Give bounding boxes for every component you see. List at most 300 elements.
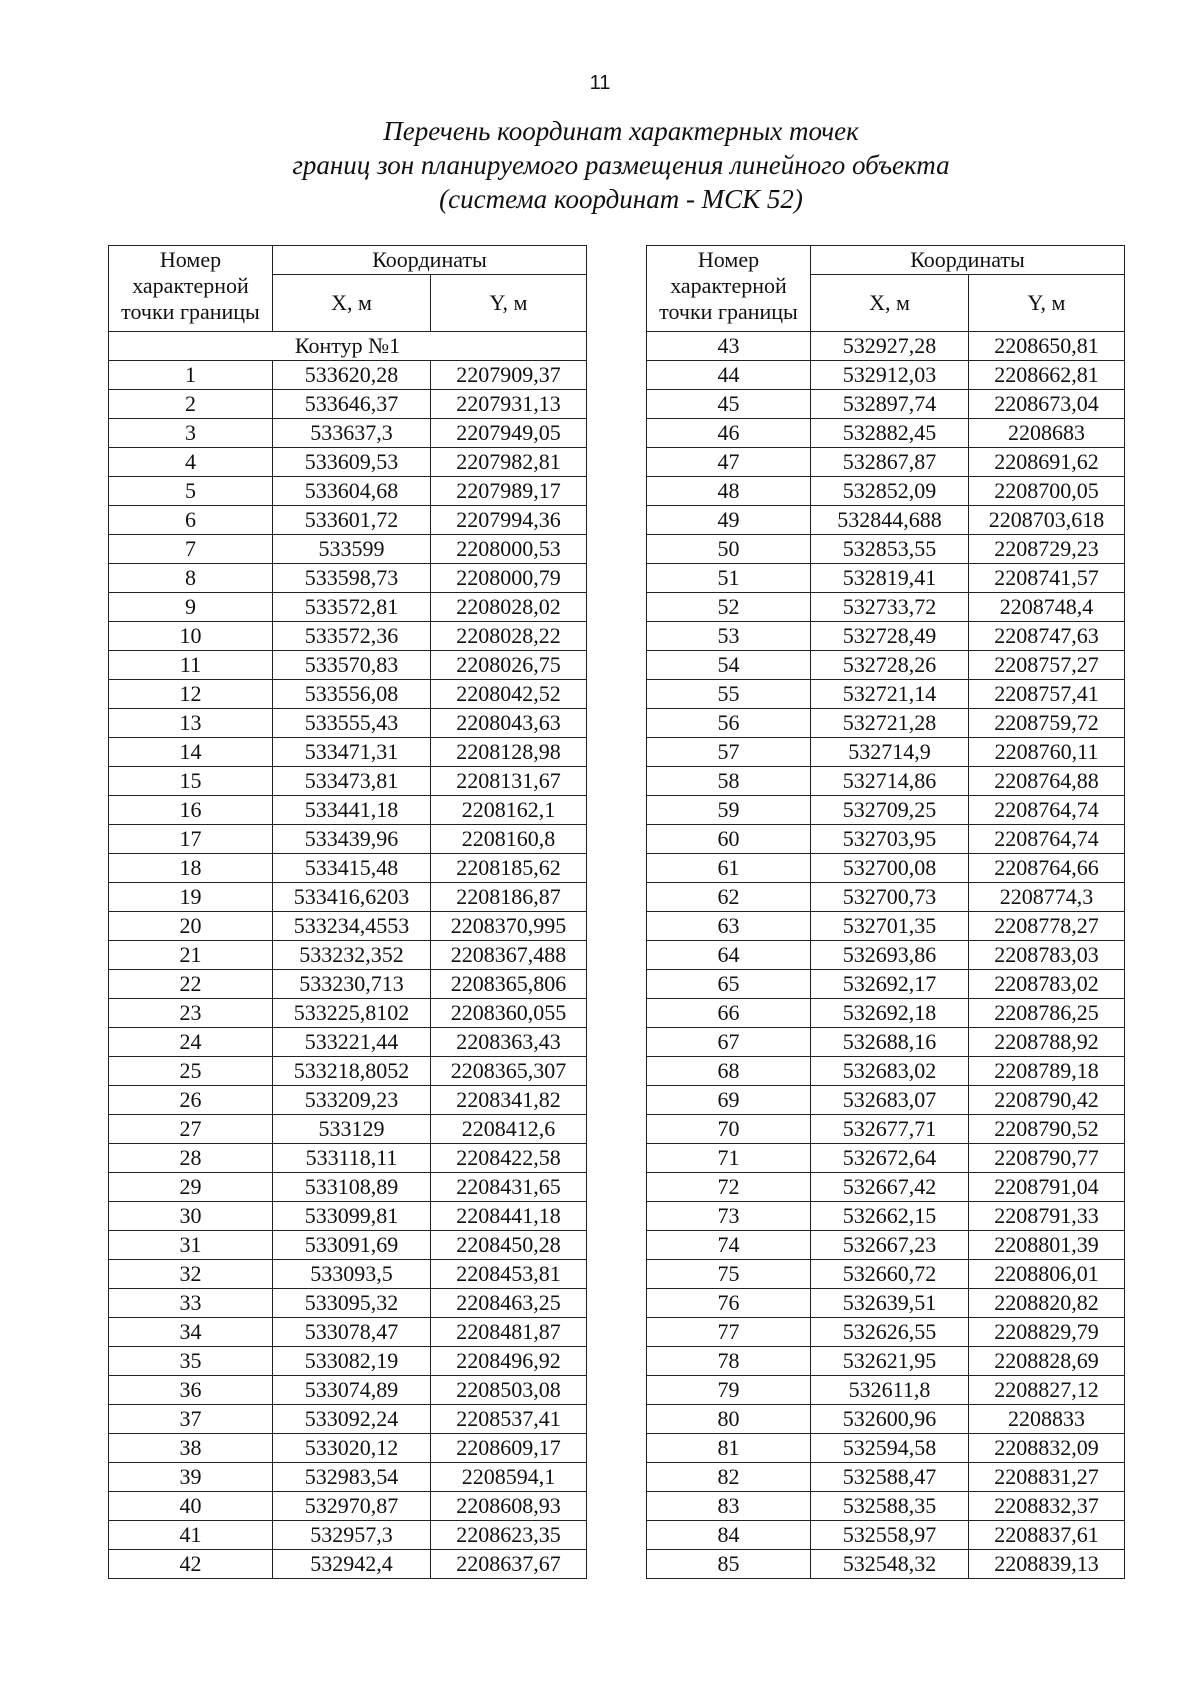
table-row <box>647 825 1125 854</box>
x-header: X, м <box>811 275 969 332</box>
point-number-cell: 66 <box>647 999 811 1028</box>
point-number-cell: 13 <box>109 709 273 738</box>
table-row <box>647 941 1125 970</box>
table-row <box>647 1405 1125 1434</box>
point-number-cell: 60 <box>647 825 811 854</box>
point-number-cell: 26 <box>109 1086 273 1115</box>
y-coordinate-cell: 2208128,98 <box>431 738 587 767</box>
point-number-cell: 2 <box>109 390 273 419</box>
x-coordinate-cell: 532621,95 <box>811 1347 969 1376</box>
y-coordinate-cell: 2208791,04 <box>969 1173 1125 1202</box>
table-row <box>647 999 1125 1028</box>
table-row <box>109 1550 587 1579</box>
table-row <box>647 1521 1125 1550</box>
y-coordinate-cell: 2208783,03 <box>969 941 1125 970</box>
y-coordinate-cell: 2208463,25 <box>431 1289 587 1318</box>
point-number-cell: 47 <box>647 448 811 477</box>
y-coordinate-cell: 2208412,6 <box>431 1115 587 1144</box>
point-number-cell: 18 <box>109 854 273 883</box>
x-coordinate-cell: 533471,31 <box>273 738 431 767</box>
point-number-cell: 27 <box>109 1115 273 1144</box>
point-number-cell: 8 <box>109 564 273 593</box>
table-row <box>647 622 1125 651</box>
y-coordinate-cell: 2208839,13 <box>969 1550 1125 1579</box>
table-row <box>109 390 587 419</box>
x-coordinate-cell: 533620,28 <box>273 361 431 390</box>
x-coordinate-cell: 533092,24 <box>273 1405 431 1434</box>
point-number-cell: 69 <box>647 1086 811 1115</box>
table-row <box>647 332 1125 361</box>
x-coordinate-cell: 532983,54 <box>273 1463 431 1492</box>
y-coordinate-cell: 2208453,81 <box>431 1260 587 1289</box>
x-coordinate-cell: 532683,07 <box>811 1086 969 1115</box>
y-coordinate-cell: 2207949,05 <box>431 419 587 448</box>
point-number-cell: 23 <box>109 999 273 1028</box>
x-coordinate-cell: 533091,69 <box>273 1231 431 1260</box>
table-row <box>109 1057 587 1086</box>
y-coordinate-cell: 2208764,74 <box>969 825 1125 854</box>
title-line: Перечень координат характерных точек <box>383 116 859 146</box>
y-coordinate-cell: 2207909,37 <box>431 361 587 390</box>
y-coordinate-cell: 2208365,307 <box>431 1057 587 1086</box>
point-number-cell: 55 <box>647 680 811 709</box>
y-coordinate-cell: 2208783,02 <box>969 970 1125 999</box>
point-number-cell: 14 <box>109 738 273 767</box>
x-coordinate-cell: 532692,17 <box>811 970 969 999</box>
table-row <box>109 1521 587 1550</box>
x-coordinate-cell: 532700,73 <box>811 883 969 912</box>
y-coordinate-cell: 2208026,75 <box>431 651 587 680</box>
table-row <box>109 912 587 941</box>
point-number-cell: 10 <box>109 622 273 651</box>
x-coordinate-cell: 533637,3 <box>273 419 431 448</box>
y-coordinate-cell: 2208609,17 <box>431 1434 587 1463</box>
x-coordinate-cell: 532558,97 <box>811 1521 969 1550</box>
point-number-cell: 54 <box>647 651 811 680</box>
y-coordinate-cell: 2208028,22 <box>431 622 587 651</box>
x-coordinate-cell: 532853,55 <box>811 535 969 564</box>
y-coordinate-cell: 2208042,52 <box>431 680 587 709</box>
page-number: 11 <box>589 72 611 94</box>
x-coordinate-cell: 532733,72 <box>811 593 969 622</box>
table-row <box>109 506 587 535</box>
y-coordinate-cell: 2207982,81 <box>431 448 587 477</box>
table-row <box>647 448 1125 477</box>
x-coordinate-cell: 533108,89 <box>273 1173 431 1202</box>
y-coordinate-cell: 2208185,62 <box>431 854 587 883</box>
point-number-cell: 52 <box>647 593 811 622</box>
y-coordinate-cell: 2208683 <box>969 419 1125 448</box>
x-coordinate-cell: 532600,96 <box>811 1405 969 1434</box>
x-coordinate-cell: 532667,23 <box>811 1231 969 1260</box>
x-coordinate-cell: 533570,83 <box>273 651 431 680</box>
x-coordinate-cell: 533118,11 <box>273 1144 431 1173</box>
point-number-cell: 31 <box>109 1231 273 1260</box>
x-coordinate-cell: 532660,72 <box>811 1260 969 1289</box>
table-row <box>647 738 1125 767</box>
table-row <box>109 1202 587 1231</box>
point-number-cell: 71 <box>647 1144 811 1173</box>
point-number-cell: 39 <box>109 1463 273 1492</box>
point-number-cell: 57 <box>647 738 811 767</box>
y-coordinate-cell: 2208162,1 <box>431 796 587 825</box>
table-row <box>647 854 1125 883</box>
point-number-cell: 6 <box>109 506 273 535</box>
table-row <box>109 709 587 738</box>
x-coordinate-cell: 532677,71 <box>811 1115 969 1144</box>
x-coordinate-cell: 533074,89 <box>273 1376 431 1405</box>
point-number-cell: 67 <box>647 1028 811 1057</box>
x-coordinate-cell: 532626,55 <box>811 1318 969 1347</box>
point-number-cell: 34 <box>109 1318 273 1347</box>
y-coordinate-cell: 2208801,39 <box>969 1231 1125 1260</box>
x-coordinate-cell: 533099,81 <box>273 1202 431 1231</box>
y-coordinate-cell: 2208833 <box>969 1405 1125 1434</box>
table-row <box>647 1376 1125 1405</box>
y-coordinate-cell: 2208791,33 <box>969 1202 1125 1231</box>
y-coordinate-cell: 2208832,37 <box>969 1492 1125 1521</box>
point-number-cell: 78 <box>647 1347 811 1376</box>
x-coordinate-cell: 533439,96 <box>273 825 431 854</box>
table-row <box>647 970 1125 999</box>
x-coordinate-cell: 533601,72 <box>273 506 431 535</box>
y-coordinate-cell: 2208363,43 <box>431 1028 587 1057</box>
table-row <box>647 477 1125 506</box>
x-coordinate-cell: 533234,4553 <box>273 912 431 941</box>
table-row <box>109 1144 587 1173</box>
x-coordinate-cell: 532714,9 <box>811 738 969 767</box>
y-coordinate-cell: 2208594,1 <box>431 1463 587 1492</box>
point-number-cell: 79 <box>647 1376 811 1405</box>
x-coordinate-cell: 532588,47 <box>811 1463 969 1492</box>
y-coordinate-cell: 2208043,63 <box>431 709 587 738</box>
point-number-cell: 41 <box>109 1521 273 1550</box>
point-number-cell: 37 <box>109 1405 273 1434</box>
y-coordinate-cell: 2208764,74 <box>969 796 1125 825</box>
point-number-cell: 63 <box>647 912 811 941</box>
point-number-cell: 61 <box>647 854 811 883</box>
table-row <box>647 1347 1125 1376</box>
point-number-cell: 46 <box>647 419 811 448</box>
y-coordinate-cell: 2208691,62 <box>969 448 1125 477</box>
point-number-cell: 30 <box>109 1202 273 1231</box>
point-number-cell: 16 <box>109 796 273 825</box>
y-coordinate-cell: 2208131,67 <box>431 767 587 796</box>
table-row <box>647 419 1125 448</box>
x-coordinate-cell: 533225,8102 <box>273 999 431 1028</box>
x-coordinate-cell: 532714,86 <box>811 767 969 796</box>
x-coordinate-cell: 532639,51 <box>811 1289 969 1318</box>
table-row <box>647 535 1125 564</box>
contour-section-header: Контур №1 <box>109 332 587 361</box>
x-coordinate-cell: 532882,45 <box>811 419 969 448</box>
table-row <box>109 477 587 506</box>
y-coordinate-cell: 2208650,81 <box>969 332 1125 361</box>
table-row <box>109 767 587 796</box>
table-row <box>109 941 587 970</box>
point-number-cell: 75 <box>647 1260 811 1289</box>
x-coordinate-cell: 533093,5 <box>273 1260 431 1289</box>
y-coordinate-cell: 2208790,77 <box>969 1144 1125 1173</box>
point-number-cell: 49 <box>647 506 811 535</box>
x-coordinate-cell: 533604,68 <box>273 477 431 506</box>
table-row <box>647 883 1125 912</box>
y-coordinate-cell: 2208764,66 <box>969 854 1125 883</box>
y-coordinate-cell: 2208757,27 <box>969 651 1125 680</box>
x-coordinate-cell: 532683,02 <box>811 1057 969 1086</box>
table-row <box>647 593 1125 622</box>
point-number-cell: 59 <box>647 796 811 825</box>
y-coordinate-cell: 2208365,806 <box>431 970 587 999</box>
y-coordinate-cell: 2208747,63 <box>969 622 1125 651</box>
point-number-cell: 58 <box>647 767 811 796</box>
x-coordinate-cell: 533082,19 <box>273 1347 431 1376</box>
x-coordinate-cell: 532728,49 <box>811 622 969 651</box>
table-row <box>109 883 587 912</box>
y-coordinate-cell: 2208000,53 <box>431 535 587 564</box>
x-coordinate-cell: 533218,8052 <box>273 1057 431 1086</box>
table-row <box>647 1463 1125 1492</box>
y-coordinate-cell: 2208360,055 <box>431 999 587 1028</box>
point-number-cell: 43 <box>647 332 811 361</box>
x-coordinate-cell: 532728,26 <box>811 651 969 680</box>
table-row <box>109 1405 587 1434</box>
x-coordinate-cell: 532703,95 <box>811 825 969 854</box>
x-coordinate-cell: 532721,14 <box>811 680 969 709</box>
point-number-cell: 44 <box>647 361 811 390</box>
table-row <box>647 680 1125 709</box>
y-coordinate-cell: 2208186,87 <box>431 883 587 912</box>
x-coordinate-cell: 532588,35 <box>811 1492 969 1521</box>
y-coordinate-cell: 2208341,82 <box>431 1086 587 1115</box>
point-number-cell: 11 <box>109 651 273 680</box>
point-number-cell: 65 <box>647 970 811 999</box>
point-number-cell: 77 <box>647 1318 811 1347</box>
x-coordinate-cell: 532688,16 <box>811 1028 969 1057</box>
table-row <box>647 1550 1125 1579</box>
table-row <box>647 1028 1125 1057</box>
point-number-cell: 40 <box>109 1492 273 1521</box>
coordinates-table-left <box>108 245 587 1579</box>
point-number-cell: 82 <box>647 1463 811 1492</box>
y-coordinate-cell: 2208778,27 <box>969 912 1125 941</box>
x-coordinate-cell: 533232,352 <box>273 941 431 970</box>
x-coordinate-cell: 532957,3 <box>273 1521 431 1550</box>
y-coordinate-cell: 2208160,8 <box>431 825 587 854</box>
point-number-cell: 56 <box>647 709 811 738</box>
point-number-cell: 36 <box>109 1376 273 1405</box>
point-number-cell: 38 <box>109 1434 273 1463</box>
y-coordinate-cell: 2208790,42 <box>969 1086 1125 1115</box>
y-coordinate-cell: 2208700,05 <box>969 477 1125 506</box>
table-row <box>109 1260 587 1289</box>
point-number-cell: 25 <box>109 1057 273 1086</box>
table-row <box>109 564 587 593</box>
table-row <box>109 1318 587 1347</box>
point-number-cell: 85 <box>647 1550 811 1579</box>
point-number-cell: 19 <box>109 883 273 912</box>
point-number-cell: 70 <box>647 1115 811 1144</box>
table-row <box>109 825 587 854</box>
y-header: Y, м <box>969 275 1125 332</box>
y-coordinate-cell: 2207989,17 <box>431 477 587 506</box>
x-coordinate-cell: 532709,25 <box>811 796 969 825</box>
x-coordinate-cell: 533598,73 <box>273 564 431 593</box>
y-coordinate-cell: 2207931,13 <box>431 390 587 419</box>
x-coordinate-cell: 532852,09 <box>811 477 969 506</box>
y-coordinate-cell: 2208729,23 <box>969 535 1125 564</box>
y-coordinate-cell: 2208759,72 <box>969 709 1125 738</box>
table-row <box>647 1086 1125 1115</box>
y-coordinate-cell: 2208367,488 <box>431 941 587 970</box>
table-row <box>647 1434 1125 1463</box>
table-row <box>647 1144 1125 1173</box>
x-coordinate-cell: 533230,713 <box>273 970 431 999</box>
table-row <box>109 1173 587 1202</box>
table-row <box>109 622 587 651</box>
y-coordinate-cell: 2208832,09 <box>969 1434 1125 1463</box>
x-coordinate-cell: 532667,42 <box>811 1173 969 1202</box>
point-number-cell: 33 <box>109 1289 273 1318</box>
title-line: границ зон планируемого размещения линейного объекта <box>292 150 950 180</box>
point-number-cell: 32 <box>109 1260 273 1289</box>
x-coordinate-cell: 532927,28 <box>811 332 969 361</box>
y-coordinate-cell: 2208828,69 <box>969 1347 1125 1376</box>
table-row <box>647 709 1125 738</box>
table-row <box>109 1231 587 1260</box>
y-coordinate-cell: 2208786,25 <box>969 999 1125 1028</box>
table-row <box>647 912 1125 941</box>
point-number-cell: 51 <box>647 564 811 593</box>
point-number-cell: 53 <box>647 622 811 651</box>
y-coordinate-cell: 2208764,88 <box>969 767 1125 796</box>
y-coordinate-cell: 2208837,61 <box>969 1521 1125 1550</box>
table-row <box>109 419 587 448</box>
x-coordinate-cell: 533572,81 <box>273 593 431 622</box>
point-number-cell: 15 <box>109 767 273 796</box>
x-coordinate-cell: 533020,12 <box>273 1434 431 1463</box>
table-row <box>109 1347 587 1376</box>
point-number-cell: 83 <box>647 1492 811 1521</box>
table-row <box>647 361 1125 390</box>
point-number-cell: 81 <box>647 1434 811 1463</box>
point-number-cell: 48 <box>647 477 811 506</box>
y-coordinate-cell: 2208774,3 <box>969 883 1125 912</box>
x-coordinate-cell: 532867,87 <box>811 448 969 477</box>
y-coordinate-cell: 2208028,02 <box>431 593 587 622</box>
table-row <box>109 854 587 883</box>
y-coordinate-cell: 2207994,36 <box>431 506 587 535</box>
y-coordinate-cell: 2208450,28 <box>431 1231 587 1260</box>
table-row <box>109 448 587 477</box>
point-number-cell: 5 <box>109 477 273 506</box>
point-number-cell: 80 <box>647 1405 811 1434</box>
x-coordinate-cell: 532692,18 <box>811 999 969 1028</box>
table-row <box>109 1376 587 1405</box>
table-row <box>109 1115 587 1144</box>
point-number-cell: 3 <box>109 419 273 448</box>
table-row <box>647 1289 1125 1318</box>
x-coordinate-cell: 532942,4 <box>273 1550 431 1579</box>
y-coordinate-cell: 2208790,52 <box>969 1115 1125 1144</box>
y-coordinate-cell: 2208806,01 <box>969 1260 1125 1289</box>
point-number-cell: 7 <box>109 535 273 564</box>
point-number-cell: 24 <box>109 1028 273 1057</box>
table-row <box>109 535 587 564</box>
point-number-cell: 17 <box>109 825 273 854</box>
x-coordinate-cell: 532700,08 <box>811 854 969 883</box>
y-coordinate-cell: 2208703,618 <box>969 506 1125 535</box>
table-row <box>647 1202 1125 1231</box>
point-number-cell: 76 <box>647 1289 811 1318</box>
table-row <box>109 1289 587 1318</box>
y-coordinate-cell: 2208431,65 <box>431 1173 587 1202</box>
point-number-cell: 62 <box>647 883 811 912</box>
x-coordinate-cell: 533441,18 <box>273 796 431 825</box>
y-coordinate-cell: 2208608,93 <box>431 1492 587 1521</box>
point-number-header: Номер характерной точки границы <box>647 246 811 332</box>
table-row <box>109 1492 587 1521</box>
x-coordinate-cell: 533078,47 <box>273 1318 431 1347</box>
table-row <box>109 680 587 709</box>
coordinates-table-right <box>646 245 1125 1579</box>
table-row <box>647 506 1125 535</box>
table-row <box>647 796 1125 825</box>
x-coordinate-cell: 533609,53 <box>273 448 431 477</box>
point-number-cell: 84 <box>647 1521 811 1550</box>
y-coordinate-cell: 2208623,35 <box>431 1521 587 1550</box>
y-coordinate-cell: 2208748,4 <box>969 593 1125 622</box>
x-coordinate-cell: 533556,08 <box>273 680 431 709</box>
x-coordinate-cell: 533129 <box>273 1115 431 1144</box>
x-coordinate-cell: 533416,6203 <box>273 883 431 912</box>
point-number-cell: 64 <box>647 941 811 970</box>
table-row <box>109 738 587 767</box>
x-header: X, м <box>273 275 431 332</box>
x-coordinate-cell: 533095,32 <box>273 1289 431 1318</box>
y-coordinate-cell: 2208757,41 <box>969 680 1125 709</box>
x-coordinate-cell: 533555,43 <box>273 709 431 738</box>
point-number-cell: 21 <box>109 941 273 970</box>
table-row <box>109 970 587 999</box>
point-number-cell: 50 <box>647 535 811 564</box>
y-coordinate-cell: 2208741,57 <box>969 564 1125 593</box>
x-coordinate-cell: 532594,58 <box>811 1434 969 1463</box>
table-row <box>109 1086 587 1115</box>
table-row <box>647 564 1125 593</box>
y-coordinate-cell: 2208441,18 <box>431 1202 587 1231</box>
point-number-cell: 1 <box>109 361 273 390</box>
table-row <box>647 1115 1125 1144</box>
table-row <box>647 1231 1125 1260</box>
x-coordinate-cell: 533209,23 <box>273 1086 431 1115</box>
table-row <box>109 361 587 390</box>
table-row <box>647 1318 1125 1347</box>
point-number-cell: 22 <box>109 970 273 999</box>
x-coordinate-cell: 532819,41 <box>811 564 969 593</box>
point-number-cell: 9 <box>109 593 273 622</box>
x-coordinate-cell: 532611,8 <box>811 1376 969 1405</box>
x-coordinate-cell: 532897,74 <box>811 390 969 419</box>
point-number-cell: 72 <box>647 1173 811 1202</box>
point-number-header: Номер характерной точки границы <box>109 246 273 332</box>
table-row <box>647 767 1125 796</box>
x-coordinate-cell: 532912,03 <box>811 361 969 390</box>
table-row <box>109 651 587 680</box>
x-coordinate-cell: 532721,28 <box>811 709 969 738</box>
x-coordinate-cell: 533473,81 <box>273 767 431 796</box>
point-number-cell: 42 <box>109 1550 273 1579</box>
